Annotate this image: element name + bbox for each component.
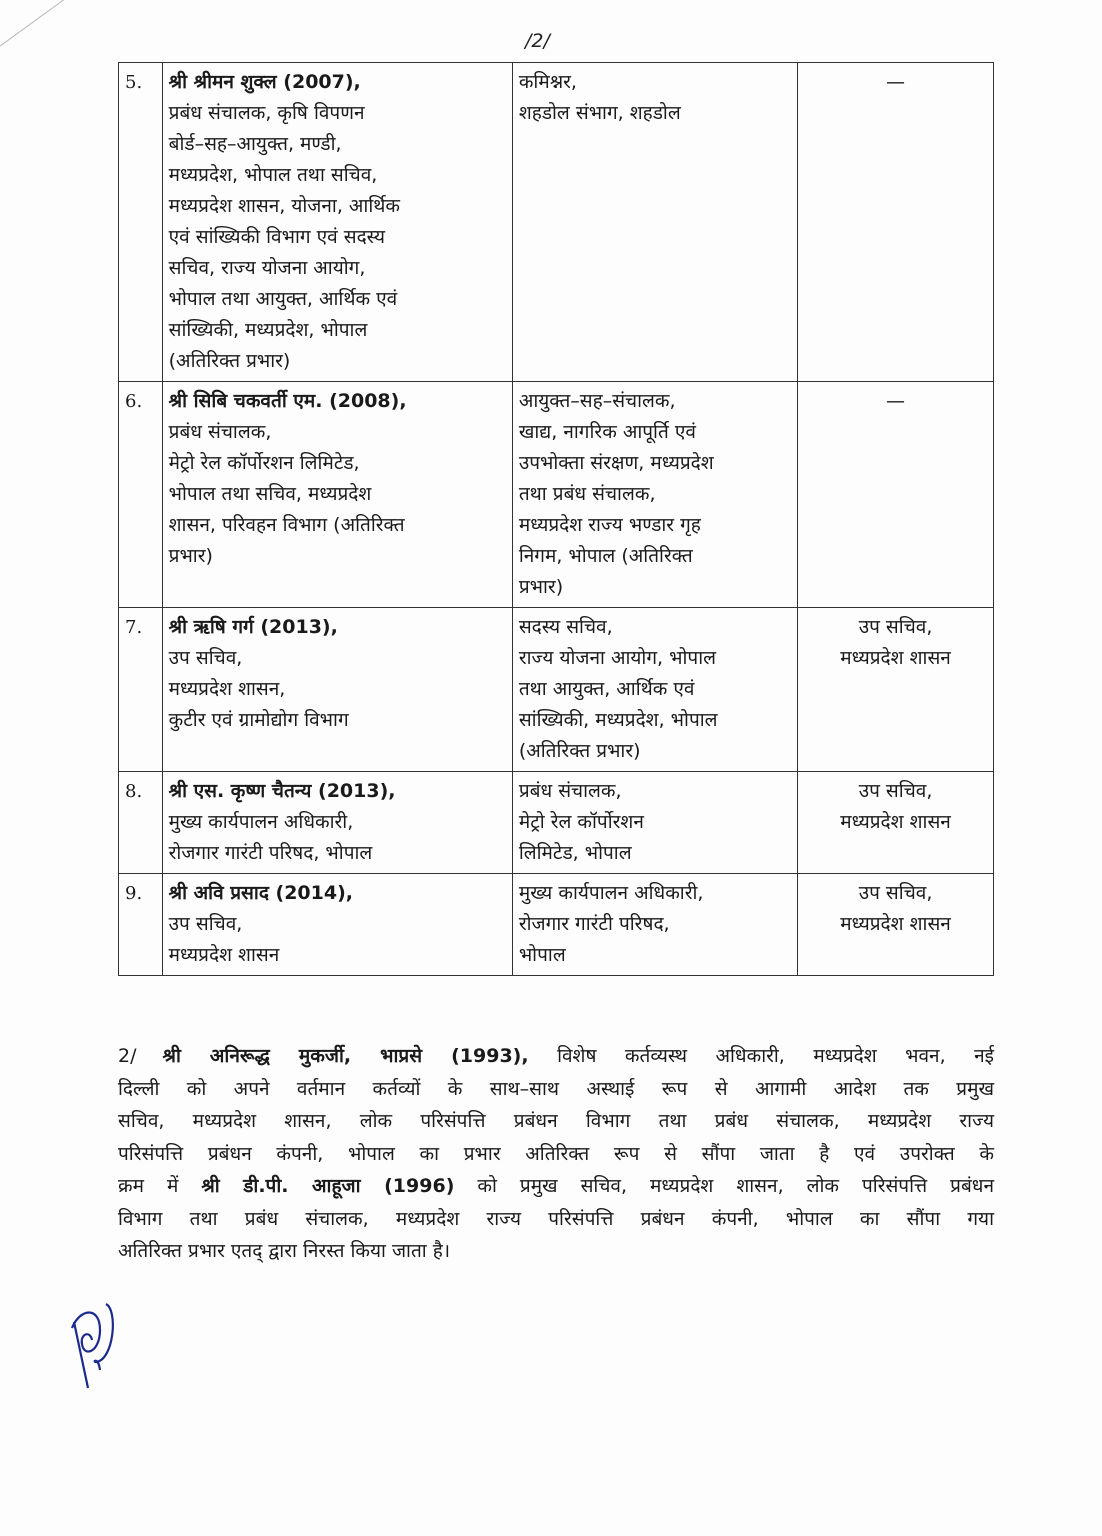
serial-number: 5. — [119, 63, 163, 382]
para-line: सचिव, मध्यप्रदेश शासन, लोक परिसंपत्ति प्रबंधन विभाग तथा प्रबंध संचालक, मध्यप्रदेश राज्य — [118, 1110, 994, 1132]
officer-name: श्री सिबि चकवर्ती एम. (2008), — [168, 390, 407, 412]
current-post-line: उप सचिव, — [168, 913, 243, 935]
new-post-line: राज्य योजना आयोग, भोपाल — [518, 647, 717, 669]
remark-cell — [798, 874, 994, 976]
table-row — [119, 608, 994, 772]
current-post-cell — [162, 63, 512, 382]
remark-line: उप सचिव, — [858, 882, 933, 904]
new-post-line: (अतिरिक्त प्रभार) — [518, 740, 641, 762]
para-text: क्रम में — [118, 1175, 179, 1197]
new-post-cell — [512, 63, 797, 382]
new-post-cell — [512, 608, 797, 772]
new-post-line: तथा प्रबंध संचालक, — [518, 483, 656, 505]
para-line — [118, 1170, 994, 1203]
officer-name: श्री अनिरूद्ध मुकर्जी, भाप्रसे (1993), — [162, 1045, 529, 1067]
officer-name: श्री डी.पी. आहूजा (1996) — [201, 1175, 455, 1197]
new-post-line: प्रबंध संचालक, — [518, 780, 622, 802]
page-number: /2/ — [525, 30, 550, 52]
current-post-line: (अतिरिक्त प्रभार) — [168, 350, 291, 372]
new-post-line: खाद्य, नागरिक आपूर्ति एवं — [518, 421, 696, 443]
current-post-line: मध्यप्रदेश, भोपाल तथा सचिव, — [168, 164, 378, 186]
current-post-line: बोर्ड–सह–आयुक्त, मण्डी, — [168, 133, 342, 155]
current-post-line: मुख्य कार्यपालन अधिकारी, — [168, 811, 354, 833]
remark-line: — — [886, 71, 906, 93]
officer-name: श्री अवि प्रसाद (2014), — [168, 882, 353, 904]
new-post-line: तथा आयुक्त, आर्थिक एवं — [518, 678, 695, 700]
new-post-cell — [512, 874, 797, 976]
officer-name: श्री श्रीमन शुक्ल (2007), — [168, 71, 361, 93]
remark-line: मध्यप्रदेश शासन — [840, 647, 951, 669]
current-post-cell — [162, 874, 512, 976]
new-post-line: कमिश्नर, — [518, 71, 577, 93]
current-post-line: मेट्रो रेल कॉर्पोरशन लिमिटेड, — [168, 452, 360, 474]
table-row — [119, 874, 994, 976]
para-number: 2/ — [118, 1045, 137, 1067]
transfer-table — [118, 62, 994, 976]
signature — [66, 1300, 126, 1400]
current-post-cell — [162, 608, 512, 772]
serial-number: 6. — [119, 382, 163, 608]
table-row — [119, 772, 994, 874]
remark-cell — [798, 772, 994, 874]
remark-cell — [798, 382, 994, 608]
para-text: विशेष कर्तव्यस्थ अधिकारी, मध्यप्रदेश भवन, नई — [557, 1045, 994, 1067]
new-post-line: मेट्रो रेल कॉर्पोरशन — [518, 811, 644, 833]
new-post-line: सांख्यिकी, मध्यप्रदेश, भोपाल — [518, 709, 718, 731]
current-post-line: प्रबंध संचालक, — [168, 421, 272, 443]
new-post-line: मुख्य कार्यपालन अधिकारी, — [518, 882, 704, 904]
new-post-line: शहडोल संभाग, शहडोल — [518, 102, 681, 124]
new-post-line: प्रभार) — [518, 576, 564, 598]
new-post-line: भोपाल — [518, 944, 566, 966]
para-line: विभाग तथा प्रबंध संचालक, मध्यप्रदेश राज्य परिसंपत्ति प्रबंधन कंपनी, भोपाल का सौंपा गया — [118, 1207, 994, 1230]
remark-line: मध्यप्रदेश शासन — [840, 811, 951, 833]
remark-cell — [798, 608, 994, 772]
current-post-line: भोपाल तथा आयुक्त, आर्थिक एवं — [168, 288, 398, 310]
new-post-cell — [512, 382, 797, 608]
remark-line: उप सचिव, — [858, 780, 933, 802]
remark-cell — [798, 63, 994, 382]
current-post-cell — [162, 382, 512, 608]
table-row — [119, 63, 994, 382]
new-post-line: आयुक्त–सह–संचालक, — [518, 390, 676, 412]
new-post-line: सदस्य सचिव, — [518, 616, 613, 638]
current-post-line: प्रभार) — [168, 545, 213, 567]
current-post-line: रोजगार गारंटी परिषद, भोपाल — [168, 842, 373, 864]
remark-line: मध्यप्रदेश शासन — [840, 913, 951, 935]
current-post-line: मध्यप्रदेश शासन, योजना, आर्थिक — [168, 195, 400, 217]
paper-fold-line — [0, 0, 175, 61]
table-row — [119, 382, 994, 608]
new-post-line: उपभोक्ता संरक्षण, मध्यप्रदेश — [518, 452, 714, 474]
para-line: अतिरिक्त प्रभार एतद् द्वारा निरस्त किया जाता है। — [118, 1240, 451, 1262]
current-post-line: उप सचिव, — [168, 647, 243, 669]
para-line: दिल्ली को अपने वर्तमान कर्तव्यों के साथ–साथ अस्थाई रूप से आगामी आदेश तक प्रमुख — [118, 1077, 994, 1100]
current-post-line: एवं सांख्यिकी विभाग एवं सदस्य — [168, 226, 386, 248]
new-post-line: मध्यप्रदेश राज्य भण्डार गृह — [518, 514, 701, 536]
current-post-line: सांख्यिकी, मध्यप्रदेश, भोपाल — [168, 319, 368, 341]
current-post-line: भोपाल तथा सचिव, मध्यप्रदेश — [168, 483, 372, 505]
remark-line: — — [886, 390, 906, 412]
serial-number: 9. — [119, 874, 163, 976]
serial-number: 8. — [119, 772, 163, 874]
new-post-cell — [512, 772, 797, 874]
paragraph-2 — [118, 1040, 994, 1268]
current-post-line: मध्यप्रदेश शासन, — [168, 678, 286, 700]
current-post-line: कुटीर एवं ग्रामोद्योग विभाग — [168, 709, 349, 731]
current-post-line: सचिव, राज्य योजना आयोग, — [168, 257, 366, 279]
remark-line: उप सचिव, — [858, 616, 933, 638]
serial-number: 7. — [119, 608, 163, 772]
current-post-line: शासन, परिवहन विभाग (अतिरिक्त — [168, 514, 405, 536]
new-post-line: रोजगार गारंटी परिषद, — [518, 913, 670, 935]
new-post-line: लिमिटेड, भोपाल — [518, 842, 632, 864]
para-line — [118, 1040, 994, 1073]
current-post-line: प्रबंध संचालक, कृषि विपणन — [168, 102, 365, 124]
current-post-line: मध्यप्रदेश शासन — [168, 944, 280, 966]
para-text: को प्रमुख सचिव, मध्यप्रदेश शासन, लोक परिसंपत्ति प्रबंधन — [477, 1175, 995, 1197]
officer-name: श्री ऋषि गर्ग (2013), — [168, 616, 338, 638]
officer-name: श्री एस. कृष्ण चैतन्य (2013), — [168, 780, 396, 802]
para-line: परिसंपत्ति प्रबंधन कंपनी, भोपाल का प्रभार अतिरिक्त रूप से सौंपा जाता है एवं उपरोक्त के — [118, 1142, 994, 1165]
new-post-line: निगम, भोपाल (अतिरिक्त — [518, 545, 693, 567]
current-post-cell — [162, 772, 512, 874]
